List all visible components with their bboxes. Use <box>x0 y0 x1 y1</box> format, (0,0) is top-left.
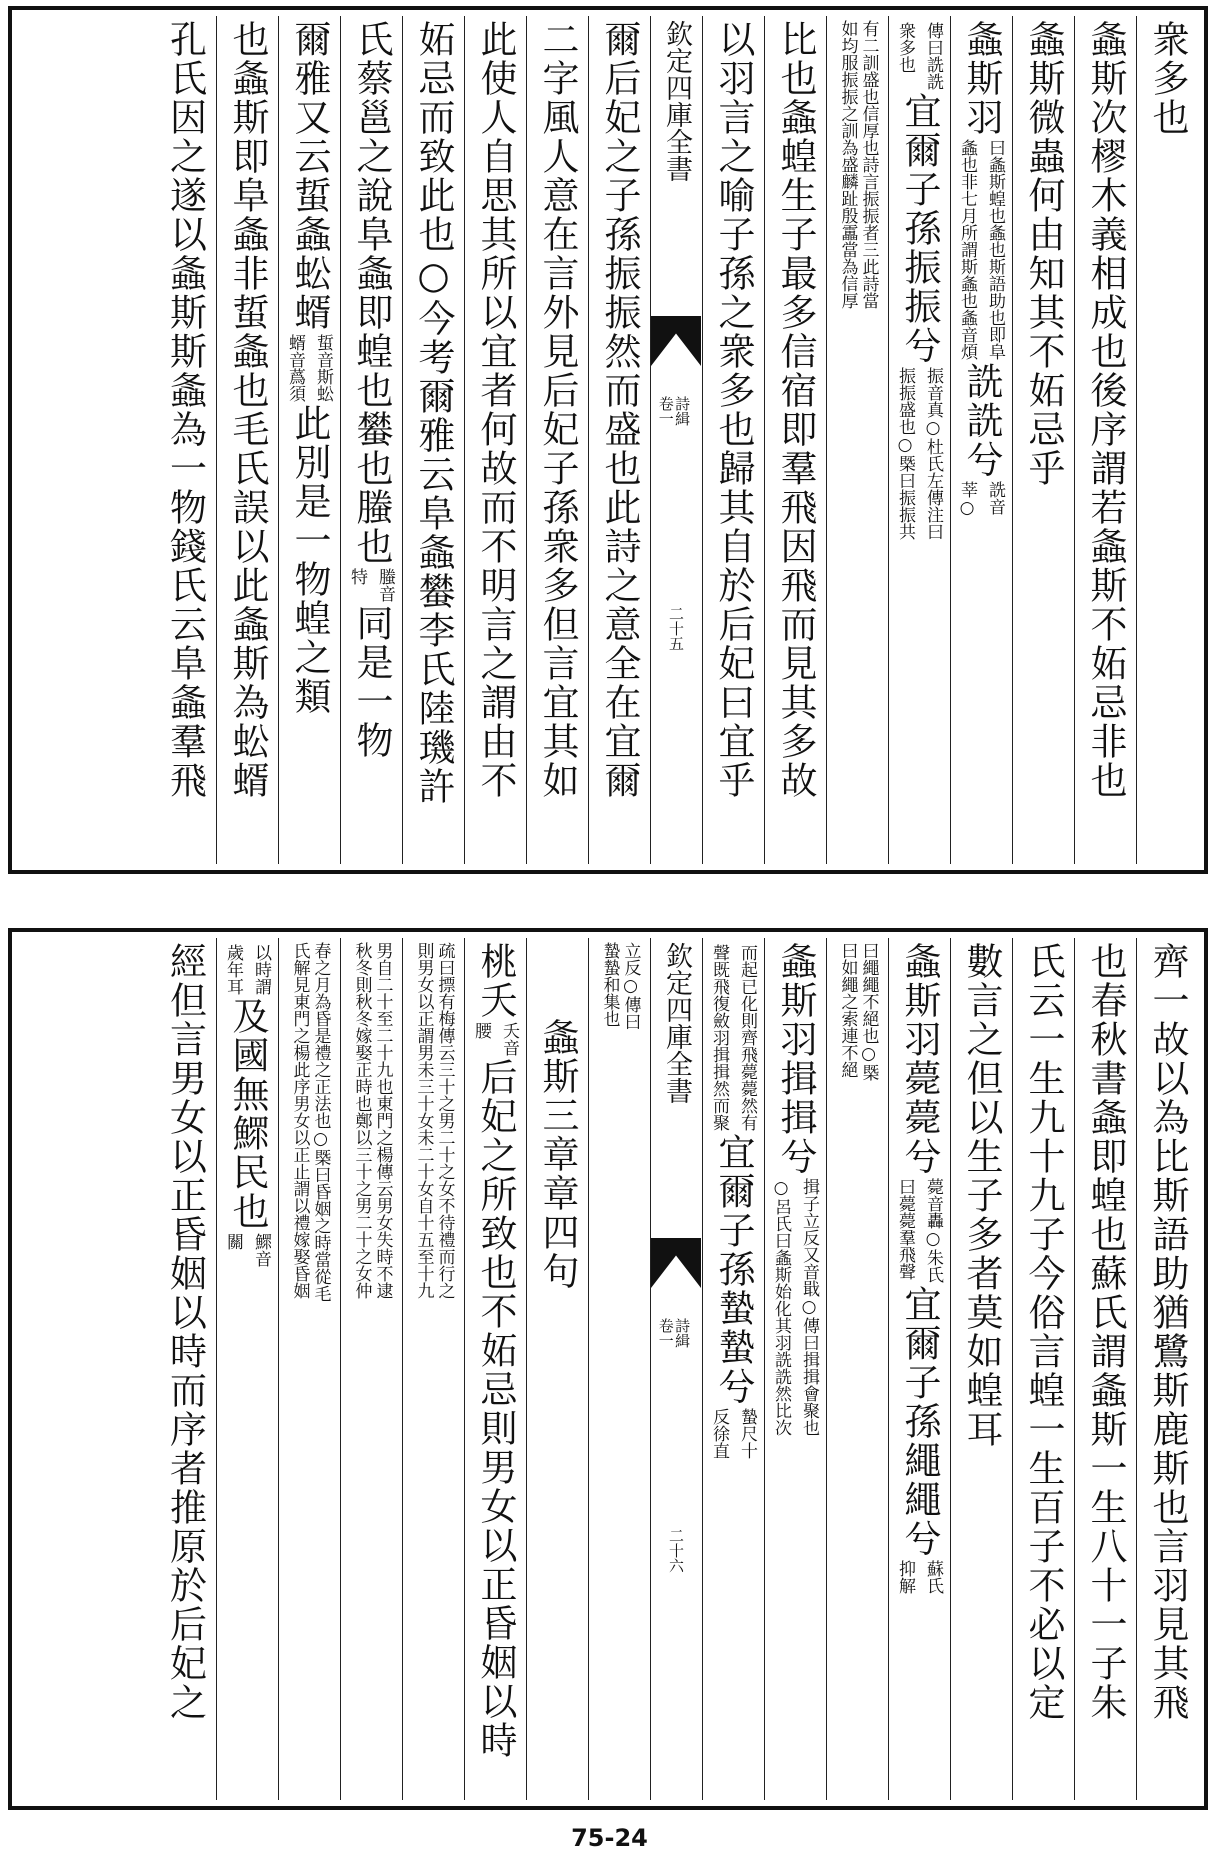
annotation-pair <box>893 1178 946 1283</box>
annotation-line: 氏解見東門之楊此序男女以正止謂以禮嫁娶昏姻 <box>289 942 310 1299</box>
annotation-line: 立反○傳曰 <box>620 942 641 1030</box>
text-column <box>888 938 950 1800</box>
text-column <box>764 938 826 1800</box>
annotation-pair <box>955 139 1008 360</box>
text-column <box>1074 16 1136 864</box>
annotation-line: 鰥音 <box>251 1233 271 1267</box>
column-text: 齊一故以為比斯語助猶鷺斯鹿斯也言羽見其飛 <box>1146 942 1189 1722</box>
annotation-line: 男自二十至二十九也東門之楊傳云男女失時不逮 <box>372 942 393 1299</box>
annotation-pair <box>221 944 274 995</box>
leaf-number: 二十六 <box>667 1528 685 1573</box>
text-column <box>950 938 1012 1800</box>
annotation-pair <box>283 334 336 402</box>
bottom-page <box>8 928 1208 1810</box>
main-text: 爾雅又云蜇螽蚣蝑 <box>288 20 331 332</box>
volume-number: 卷一 <box>656 396 675 426</box>
annotation-line: 歲年耳 <box>223 944 243 995</box>
annotation-line: 衆多也 <box>895 22 915 73</box>
annotation-pair <box>601 942 639 1030</box>
text-column <box>764 16 826 864</box>
text-column <box>702 16 764 864</box>
text-column <box>888 16 950 864</box>
annotation-line: 薨音轟○朱氏 <box>923 1178 943 1283</box>
column-text <box>893 20 946 542</box>
text-column <box>216 16 278 864</box>
column-text <box>345 20 398 760</box>
text-column <box>154 938 216 1800</box>
annotation-pair <box>893 367 946 540</box>
library-title: 欽定四庫全書 <box>661 942 692 1104</box>
library-title: 欽定四庫全書 <box>661 20 692 182</box>
main-text: 妬忌而致此也○今考爾雅云阜螽蠜李氏陸璣許 <box>412 20 455 806</box>
annotation-line: 特 <box>347 568 367 585</box>
main-text: 螽斯羽薨薨兮 <box>898 942 941 1176</box>
column-text <box>955 20 1008 520</box>
annotation-line: 詵音 <box>985 481 1005 515</box>
text-column <box>1136 938 1198 1800</box>
annotation-pair <box>353 942 391 1299</box>
text-column <box>702 938 764 1800</box>
annotation-pair <box>707 944 760 1131</box>
text-column <box>216 938 278 1800</box>
annotation-pair <box>415 942 453 1299</box>
annotation-line: 蜇音斯蚣 <box>313 334 333 402</box>
text-column <box>340 16 402 864</box>
main-text: 同是一物 <box>350 604 393 760</box>
fish-tail-mark <box>651 316 701 366</box>
volume-number: 卷一 <box>656 1318 675 1348</box>
annotation-line: 曰螽斯蝗也螽也斯語助也即阜 <box>985 139 1005 360</box>
column-text: 此使人自思其所以宜者何故而不明言之謂由不 <box>474 20 517 800</box>
annotation-line: 揖子立反又音戢○傳曰揖揖會聚也 <box>799 1178 819 1436</box>
annotation-line: 蘇氏 <box>923 1560 943 1594</box>
annotation-line: 春之月為昏是禮之正法也○槩曰昏姻之時當從毛 <box>310 942 331 1302</box>
annotation-line: 關 <box>223 1233 243 1250</box>
annotation-line: 螽也非七月所謂斯螽也螽音煩 <box>957 139 977 360</box>
annotation-line: 蝑音蔿須 <box>285 334 305 402</box>
annotation-line: 腰 <box>471 1022 491 1039</box>
main-text: 桃夭 <box>474 942 517 1020</box>
annotation-line: 螣音 <box>375 568 395 602</box>
column-text: 也螽斯即阜螽非蜇螽也毛氏誤以此螽斯為蚣蝑 <box>226 20 269 800</box>
text-column <box>278 938 340 1800</box>
annotation-line: 振音真○杜氏左傳注曰 <box>923 367 943 540</box>
column-text: 數言之但以生子多者莫如蝗耳 <box>960 942 1003 1449</box>
main-text: 后妃之所致也不妬忌則男女以正昏姻以時 <box>474 1058 517 1760</box>
annotation-pair <box>955 481 1008 518</box>
top-columns <box>18 16 1198 864</box>
main-text: 氏蔡邕之說阜螽即蝗也蠜也螣也 <box>350 20 393 566</box>
annotation-line: 蟄尺十 <box>737 1408 757 1459</box>
bottom-columns <box>18 938 1198 1800</box>
annotation-pair <box>707 1408 760 1459</box>
annotation-line: 如均服振振之訓為盛麟趾殷靁當為信厚 <box>837 20 858 309</box>
main-text: 及國無鰥民也 <box>226 997 269 1231</box>
text-column <box>340 938 402 1800</box>
column-text: 螽斯微蟲何由知其不妬忌乎 <box>1022 20 1065 488</box>
column-text <box>283 20 336 716</box>
text-column <box>588 16 650 864</box>
annotation-pair <box>345 568 398 602</box>
annotation-pair <box>291 942 329 1302</box>
annotation-line: 而起已化則齊飛薨薨然有 <box>737 944 757 1131</box>
column-text: 爾后妃之子孫振振然而盛也此詩之意全在宜爾 <box>598 20 641 800</box>
annotation-line: 曰繩繩不絕也○槩 <box>858 942 879 1081</box>
main-text: 此別是一物蝗之類 <box>288 404 331 716</box>
book-name: 詩緝 <box>673 396 692 426</box>
text-column <box>1012 938 1074 1800</box>
annotation-line: 傳曰詵詵 <box>923 22 943 90</box>
column-text <box>707 942 760 1461</box>
text-column <box>402 938 464 1800</box>
annotation-line: 秋冬則秋冬嫁娶正時也鄭以三十之男二十之女仲 <box>351 942 372 1299</box>
annotation-line: 則男女以正謂男未三十女未二十女自十五至十九 <box>413 942 434 1299</box>
text-column <box>154 16 216 864</box>
annotation-pair <box>839 942 877 1081</box>
leaf-number: 二十五 <box>667 606 685 651</box>
main-text: 詵詵兮 <box>960 362 1003 479</box>
chapter-title: 螽斯三章章四句 <box>536 1018 579 1291</box>
column-text: 衆多也 <box>1146 20 1189 137</box>
annotation-line: 抑解 <box>895 1560 915 1594</box>
text-column <box>588 938 650 1800</box>
text-column <box>526 16 588 864</box>
column-text <box>412 20 455 806</box>
main-text: 螽斯羽 <box>960 20 1003 137</box>
text-column <box>402 16 464 864</box>
annotation-pair <box>839 20 877 309</box>
annotation-line: 曰薨薨羣飛聲 <box>895 1178 915 1280</box>
annotation-pair <box>769 1178 822 1436</box>
top-page <box>8 6 1208 874</box>
text-column <box>464 16 526 864</box>
text-column <box>1012 16 1074 864</box>
annotation-line: ○呂氏曰螽斯始化其羽詵詵然比次 <box>771 1178 791 1436</box>
main-text: 螽斯羽揖揖兮 <box>774 942 817 1176</box>
annotation-line: 有二訓盛也信厚也詩言振振者三此詩當 <box>858 20 879 309</box>
column-text: 氏云一生九十九子今俗言蝗一生百子不必以定 <box>1022 942 1065 1722</box>
main-text: 宜爾子孫蟄蟄兮 <box>712 1133 755 1406</box>
column-text <box>893 942 946 1596</box>
fish-tail-mark <box>651 1238 701 1288</box>
column-text: 以羽言之喻子孫之衆多也歸其自於后妃曰宜乎 <box>712 20 755 800</box>
column-text: 螽斯次樛木義相成也後序謂若螽斯不妬忌非也 <box>1084 20 1127 800</box>
column-text: 比也螽蝗生子最多信宿即羣飛因飛而見其多故 <box>774 20 817 800</box>
page-number: 75-24 <box>571 1824 648 1852</box>
main-text: 宜爾子孫繩繩兮 <box>898 1285 941 1558</box>
column-text: 二字風人意在言外見后妃子孫衆多但言宜其如 <box>536 20 579 800</box>
column-text: 也春秋書螽即蝗也蘇氏謂螽斯一生八十一子朱 <box>1084 942 1127 1722</box>
column-text: 孔氏因之遂以螽斯斯螽為一物錢氏云阜螽羣飛 <box>163 20 207 800</box>
annotation-line: 聲既飛復斂羽揖揖然而聚 <box>709 944 729 1131</box>
annotation-line: 疏曰摽有梅傳云三十之男二十之女不待禮而行之 <box>434 942 455 1299</box>
text-column <box>1136 16 1198 864</box>
center-margin <box>650 938 702 1800</box>
column-text: 經但言男女以正昏姻以時而序者推原於后妃之 <box>163 942 207 1722</box>
annotation-line: 夭音 <box>499 1022 519 1056</box>
annotation-line: 蟄蟄和集也 <box>599 942 620 1027</box>
book-name: 詩緝 <box>673 1318 692 1348</box>
annotation-line: 曰如繩之索連不絕 <box>837 942 858 1078</box>
center-margin <box>650 16 702 864</box>
text-column <box>950 16 1012 864</box>
text-column <box>278 16 340 864</box>
column-text <box>769 942 822 1438</box>
column-text <box>221 942 274 1269</box>
annotation-pair <box>893 1560 946 1594</box>
text-column <box>1074 938 1136 1800</box>
text-column <box>464 938 526 1800</box>
annotation-line: 莘○ <box>957 481 977 518</box>
annotation-line: 振振盛也○槩曰振振共 <box>895 367 915 540</box>
text-column <box>826 16 888 864</box>
column-text <box>469 942 522 1760</box>
main-text: 宜爾子孫振振兮 <box>898 92 941 365</box>
annotation-pair <box>221 1233 274 1267</box>
text-column <box>826 938 888 1800</box>
annotation-pair <box>893 22 946 90</box>
annotation-line: 以時謂 <box>251 944 271 995</box>
text-column <box>526 938 588 1800</box>
annotation-line: 反徐直 <box>709 1408 729 1459</box>
annotation-pair <box>469 1022 522 1056</box>
